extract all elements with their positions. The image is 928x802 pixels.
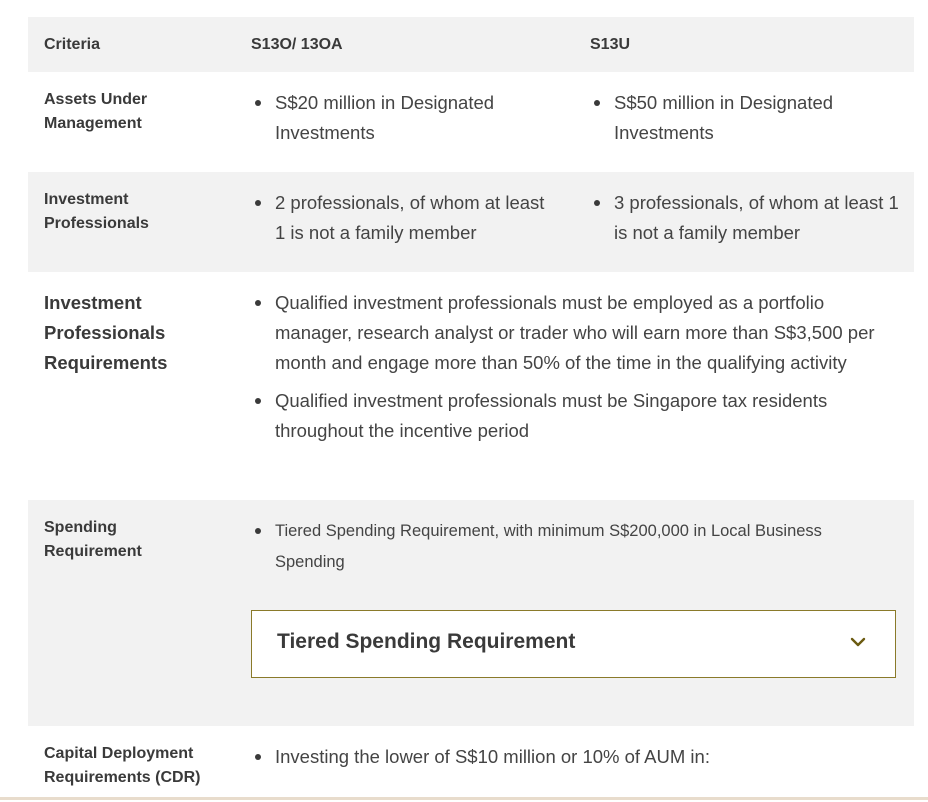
ipr-bullet-1: Qualified investment professionals must be employed as a portfolio manager, research analyst or trader who will earn more than S$3,500 per month and engage more than 50% of the time in the qualifying activity xyxy=(251,288,891,378)
table-header-row xyxy=(28,17,914,72)
aum-s13u-value: S$50 million in Designated Investments xyxy=(590,88,890,148)
spend-bullet: Tiered Spending Requirement, with minimum S$200,000 in Local Business Spending xyxy=(251,516,851,578)
ip-s13u-list xyxy=(590,188,900,248)
criteria-table xyxy=(28,17,914,796)
accordion-title: Tiered Spending Requirement xyxy=(277,630,576,653)
aum-s13u-list xyxy=(590,88,890,148)
aum-label: Assets Under Management xyxy=(44,91,148,132)
chevron-down-icon[interactable] xyxy=(849,633,867,651)
aum-s13o-list xyxy=(251,88,551,148)
spend-label: Spending Requirement xyxy=(44,519,142,560)
ipr-bullet-2: Qualified investment professionals must be Singapore tax residents throughout the incentive period xyxy=(251,386,891,446)
cdr-label: Capital Deployment Requirements (CDR) xyxy=(44,745,201,786)
cdr-bullet: Investing the lower of S$10 million or 10% of AUM in: xyxy=(251,742,891,772)
ipr-label: Investment Professionals Requirements xyxy=(44,292,168,373)
spend-list xyxy=(251,516,851,578)
s13u-header: S13U xyxy=(590,36,631,53)
ip-s13o-list xyxy=(251,188,551,248)
ip-label: Investment Professionals xyxy=(44,191,149,232)
footer-divider xyxy=(0,797,928,800)
table-row-aum xyxy=(28,72,914,172)
tiered-spending-accordion[interactable] xyxy=(251,610,896,678)
table-row-spending xyxy=(28,500,914,726)
ip-s13u-value: 3 professionals, of whom at least 1 is not a family member xyxy=(590,188,900,248)
table-row-cdr xyxy=(28,726,914,796)
aum-s13o-value: S$20 million in Designated Investments xyxy=(251,88,551,148)
s13o-header: S13O/ 13OA xyxy=(251,36,343,53)
ipr-list xyxy=(251,288,891,446)
table-row-ip-requirements xyxy=(28,272,914,500)
ip-s13o-value: 2 professionals, of whom at least 1 is not a family member xyxy=(251,188,551,248)
table-row-investment-professionals xyxy=(28,172,914,272)
criteria-header: Criteria xyxy=(44,36,101,53)
cdr-list xyxy=(251,742,891,772)
